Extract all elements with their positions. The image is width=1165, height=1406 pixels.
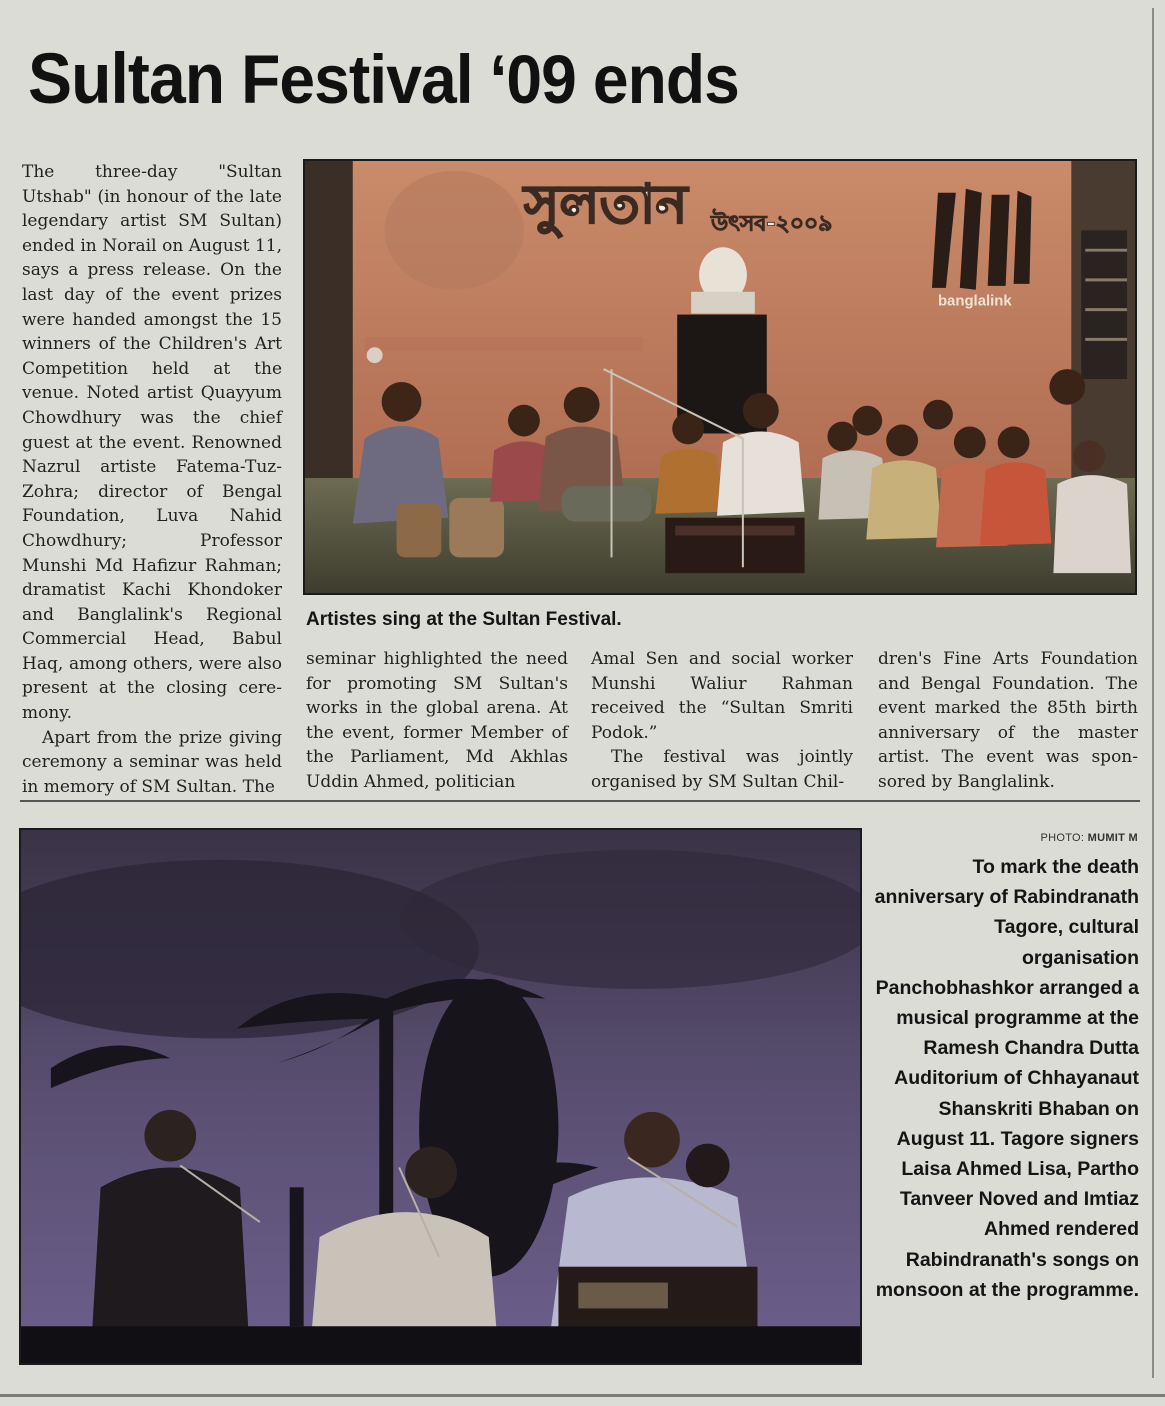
- article-paragraph-2-end: Amal Sen and social worker Munshi Waliur Rahman received the “Sultan Smriti Podok.”: [591, 649, 853, 743]
- article-paragraph-2-start: Apart from the prize giving ceremony a seminar was held in memory of SM Sultan. The: [22, 727, 282, 797]
- banglalink-logo: banglalink: [937, 293, 1012, 310]
- headline-text: [28, 40, 739, 120]
- headline-rest: Festival ‘09 ends: [241, 41, 739, 118]
- banner-bengali-title: সুলতান: [523, 172, 688, 236]
- article-column-4: [878, 647, 1138, 795]
- headline: [28, 40, 792, 120]
- tagore-concert-photo: [19, 828, 862, 1365]
- article-paragraph-1: The three-day "Sultan Utshab" (in honour of the late legendary artist SM Sultan) ended in Norail on August 11, says a press release. On the last day of the event prizes were handed amongst the 15 winners of the Children's Art Competition held at the venue. Noted artist Quayyum Chowdhury was the chief guest at the event. Renowned Nazrul artiste Fatema-Tuz-Zohra; director of Bengal Foundation, Luva Nahid Chowdhury; Professor Munshi Md Hafizur Rahman; dramatist Kachi Khondoker and Banglalink's Regional Commercial Head, Babul Haq, among others, were also present at the closing cere-mony.: [22, 162, 282, 724]
- festival-stage-image: [305, 161, 1135, 593]
- article-paragraph-3-start: The festival was jointly organised by SM Sultan Chil-: [591, 747, 853, 792]
- photo2-caption: To mark the death anniversary of Rabindranath Tagore, cultural organisation Panchobhashkor arranged a musical programme at the Ramesh Chandra Dutta Auditorium of Chhayanaut Shanskriti Bhaban on August 11. Tagore signers Laisa Ahmed Lisa, Partho Tanveer Noved and Imtiaz Ahmed rendered Rabindranath's songs on monsoon at the programme.: [874, 856, 1139, 1301]
- headline-word-sultan: Sultan: [28, 40, 225, 119]
- column-rule: [1152, 8, 1154, 1378]
- article-column-2: [306, 647, 568, 795]
- article-paragraph-2-cont: seminar highlighted the need for promoting SM Sultan's works in the global arena. At the event, former Member of the Parliament, Md Akhlas Uddin Ahmed, politician: [306, 649, 568, 792]
- festival-stage-photo: [303, 159, 1137, 595]
- photo1-caption: Artistes sing at the Sultan Festival.: [306, 609, 622, 630]
- article-column-1: [22, 160, 282, 799]
- article-paragraph-3-end: dren's Fine Arts Foundation and Bengal Foundation. The event marked the 85th birth anniversary of the master artist. The event was spon-sored by Banglalink.: [878, 649, 1138, 792]
- photo-credit: [1040, 832, 1138, 844]
- photo-credit-label: PHOTO:: [1040, 832, 1085, 844]
- photo-credit-name: MUMIT M: [1087, 832, 1138, 844]
- tagore-concert-image: [21, 830, 860, 1363]
- banner-bengali-subtitle: উৎসব-২০০৯: [711, 211, 833, 237]
- article-column-3: [591, 647, 853, 795]
- page-bottom-rule: [0, 1394, 1165, 1397]
- section-divider: [20, 800, 1140, 802]
